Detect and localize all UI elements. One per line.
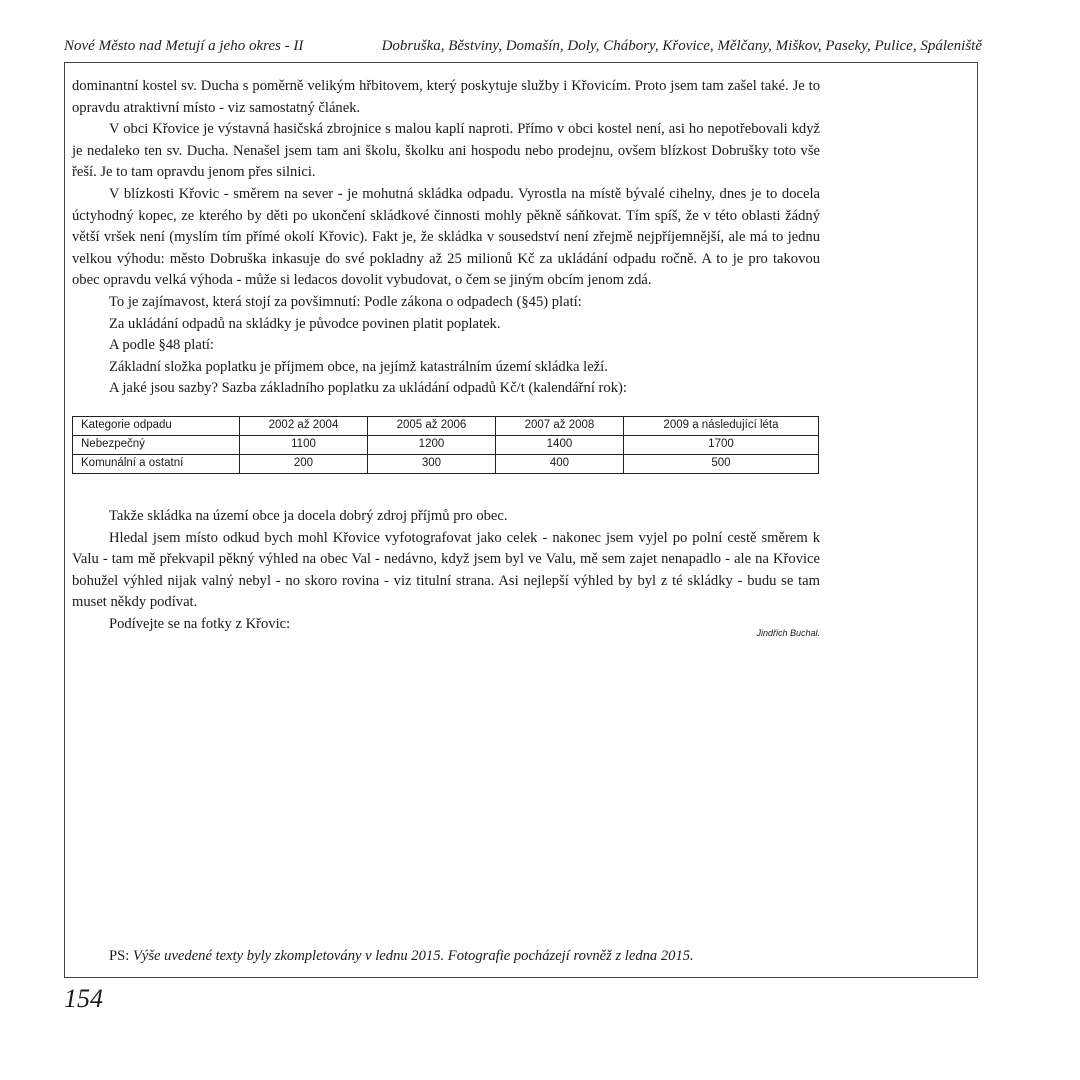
paragraph-fire-station: V obci Křovice je výstavná hasičská zbrojnice s malou kaplí naproti. Přímo v obci kostel není, asi ho nepotřebovali když je nedaleko ten sv. Ducha. Nenašel jsem tam ani školu, školku ani hospodu nebo prodejnu, ovšem blízkost Dobrušky toto vše řeší. Je to tam opravdu jenom přes silnici. bbox=[72, 121, 820, 181]
table-header-cell: 2002 až 2004 bbox=[240, 416, 368, 435]
table-cell: 1400 bbox=[495, 435, 623, 454]
paragraph-landfill: V blízkosti Křovic - směrem na sever - je mohutná skládka odpadu. Vyrostla na místě bývalé cihelny, dnes je to docela úctyhodný kopec, ze kterého by děti po ukončení skládkové činnosti mohly pěkně sáňkovat. Tím spíš, že v této oblasti žádný větší vršek není (myslím tím přímé okolí Křovic). Fakt je, že skládka v sousedství není zřejmě nejpříjemnější, ale má to jednu velkou výhodu: město Dobruška inkasuje do své pokladny až 25 milionů Kč za ukládání odpadu ročně. A to je pro takovou obec opravdu velká výhoda - může si ledacos dovolit vybudovat, o čem se jiným obcím jenom zdá. bbox=[72, 185, 820, 289]
table-row bbox=[73, 454, 819, 473]
postscript-text: Výše uvedené texty byly zkompletovány v lednu 2015. Fotografie pocházejí rovněž z ledna 2015. bbox=[132, 948, 694, 964]
table-cell: 1200 bbox=[367, 435, 495, 454]
fee-table-wrapper bbox=[72, 416, 820, 474]
table-cell: Komunální a ostatní bbox=[73, 454, 240, 473]
fee-table bbox=[72, 416, 819, 474]
table-header-cell: 2007 až 2008 bbox=[495, 416, 623, 435]
running-header-title: Nové Město nad Metují a jeho okres - II bbox=[64, 38, 304, 54]
postscript bbox=[109, 948, 694, 965]
table-header-row bbox=[73, 416, 819, 435]
paragraph-photos: Podívejte se na fotky z Křovic: bbox=[109, 615, 291, 632]
table-cell: 400 bbox=[495, 454, 623, 473]
table-row bbox=[73, 435, 819, 454]
article-body bbox=[72, 76, 820, 639]
postscript-label: PS: bbox=[109, 948, 130, 964]
paragraph-law-48: Základní složka poplatku je příjmem obce, na jejímž katastrálním území skládka leží. bbox=[109, 358, 608, 375]
table-cell: Nebezpečný bbox=[73, 435, 240, 454]
paragraph-law-intro: To je zajímavost, která stojí za povšimnutí: Podle zákona o odpadech (§45) platí: bbox=[109, 293, 582, 310]
paragraph-law-48-intro: A podle §48 platí: bbox=[109, 337, 214, 354]
paragraph-viewpoint: Hledal jsem místo odkud bych mohl Křovice vyfotografovat jako celek - nakonec jsem vyjel po polní cestě směrem k Valu - tam mě překvapil pěkný výhled na obec Val - nedávno, když jsem byl ve Valu, mě sem zajet nenapadlo - ale na Křovice bohužel výhled nijak valný nebyl - no skoro rovina - viz titulní strana. Asi nejlepší výhled by byl z té skládky - budu se tam muset někdy podívat. bbox=[72, 529, 820, 611]
table-cell: 1700 bbox=[623, 435, 818, 454]
paragraph-law-45: Za ukládání odpadů na skládky je původce povinen platit poplatek. bbox=[109, 315, 501, 332]
table-cell: 200 bbox=[240, 454, 368, 473]
paragraph-rates-question: A jaké jsou sazby? Sazba základního poplatku za ukládání odpadů Kč/t (kalendářní rok): bbox=[109, 380, 627, 397]
table-cell: 1100 bbox=[240, 435, 368, 454]
table-header-cell: Kategorie odpadu bbox=[73, 416, 240, 435]
running-header-villages: Dobruška, Běstviny, Domašín, Doly, Chábory, Křovice, Mělčany, Miškov, Paseky, Pulice, Spáleniště bbox=[381, 38, 982, 54]
table-cell: 500 bbox=[623, 454, 818, 473]
table-header-cell: 2009 a následující léta bbox=[623, 416, 818, 435]
paragraph-continuation: dominantní kostel sv. Ducha s poměrně velikým hřbitovem, který poskytuje služby i Křovicím. Proto jsem tam zašel také. Je to opravdu atraktivní místo - viz samostatný článek. bbox=[72, 78, 820, 116]
table-cell: 300 bbox=[367, 454, 495, 473]
paragraph-income: Takže skládka na území obce ja docela dobrý zdroj příjmů pro obec. bbox=[109, 507, 508, 524]
author-signature: Jindřich Buchal. bbox=[756, 628, 820, 639]
table-header-cell: 2005 až 2006 bbox=[367, 416, 495, 435]
page-number: 154 bbox=[64, 984, 103, 1013]
